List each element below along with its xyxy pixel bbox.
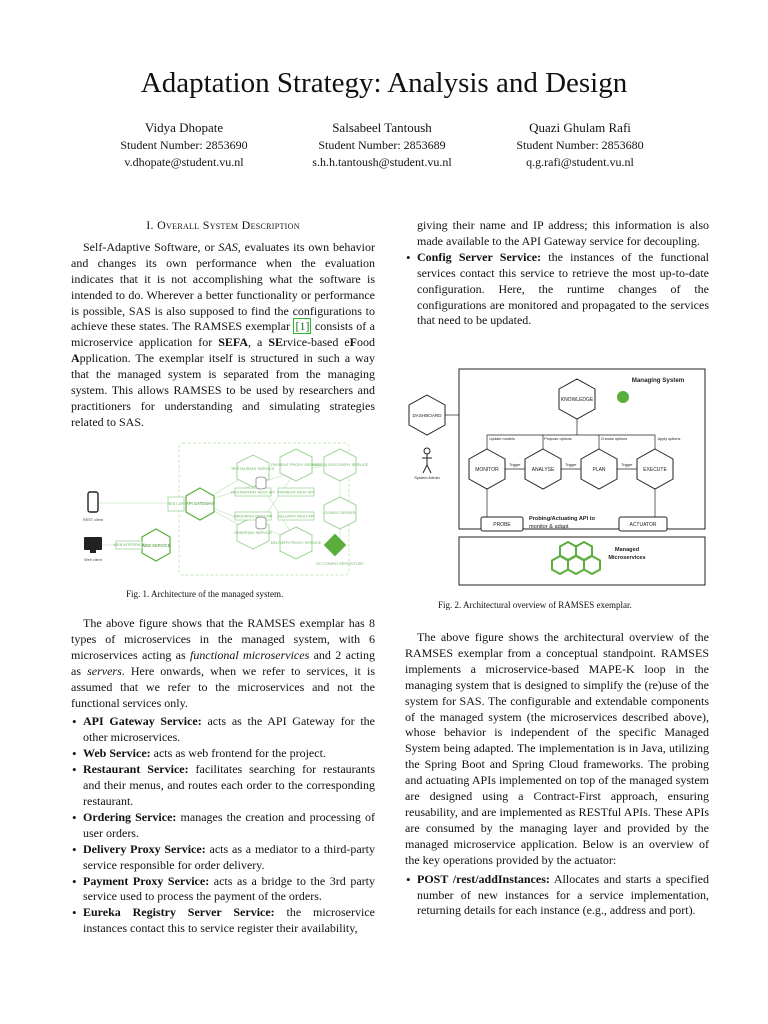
system-admin-label: System Admin xyxy=(414,475,440,480)
payment-proxy-label: PAYMENT PROXY SERVICE xyxy=(271,463,321,467)
list-item: • Ordering Service: manages the creation and processing of user orders. xyxy=(83,810,375,842)
microservices-label: Microservices xyxy=(608,555,646,561)
update-models-label: Update models xyxy=(489,437,515,441)
restaurant-api-label: RESTAURANT REST API xyxy=(231,490,275,495)
list-item: • Delivery Proxy Service: acts as a mediator to a third-party service responsible for order delivery. xyxy=(83,842,375,874)
ordering-api-label: ORDERING REST API xyxy=(233,514,273,519)
author-2 xyxy=(272,119,492,171)
author-email: s.h.h.tantoush@student.vu.nl xyxy=(312,155,452,169)
actuator-label: ACTUATOR xyxy=(629,522,657,528)
author-1 xyxy=(74,119,294,171)
microservices-paragraph: The above figure shows that the RAMSES exemplar has 8 types of microservices in the managed system, with 6 microservices acting as functional microservices and 2 acting as servers. Here onwards, when we refer to services, it is assumed that we refer to the microservices and not the functional services only. xyxy=(71,616,375,710)
dashboard-label: DASHBOARD xyxy=(412,413,442,418)
execute-label: EXECUTE xyxy=(643,467,667,473)
eureka-label: EUREKA DISCOVERY SERVICE xyxy=(311,463,369,467)
author-email: q.g.rafi@student.vu.nl xyxy=(526,155,634,169)
gateway-api-label: REST API xyxy=(167,502,185,506)
author-name: Quazi Ghulam Rafi xyxy=(529,120,631,135)
ordering-service-label: ORDERING SERVICE xyxy=(233,531,273,535)
ramses-overview-paragraph: The above figure shows the architectural overview of the RAMSES exemplar from a conceptual standpoint. RAMSES implements a microservice-based MAPE-K loop in the managing system that is designed to simplify the (re)use of the system for SAS. The configurable and extendable components of the managed system (the microservices described above), whose behavior is independent of the specific Managed System being adapted. The implementation is in Java, utilizing the Spring Boot and Spring Cloud frameworks. The probing and actuating APIs implemented on top of the managed system are designed using a Contract-First approach, ensuring reusability, and are implemented as RESTful APIs. These APIs are consumed by the managing layer and provided by the managed microservice application. Below is an overview of the key operations provided by the actuator: xyxy=(405,630,709,867)
delivery-proxy-label: DELIVERY PROXY SERVICE xyxy=(270,541,322,545)
monitor-label: MONITOR xyxy=(475,467,499,473)
plan-label: PLAN xyxy=(592,467,606,473)
config-server-label: CONFIG SERVER xyxy=(324,511,356,515)
managing-system-label: Managing System xyxy=(631,377,685,384)
author-name: Vidya Dhopate xyxy=(144,120,224,135)
figure-1-managed-architecture xyxy=(78,441,373,579)
author-student-number: Student Number: 2853690 xyxy=(120,138,248,152)
author-name: Salsabeel Tantoush xyxy=(332,120,432,135)
api-label-line1: Probing/Actuating API to xyxy=(529,516,595,522)
author-student-number: Student Number: 2853689 xyxy=(318,138,446,152)
list-item: • Payment Proxy Service: acts as a bridge to the 3rd party service used to process the payment of the orders. xyxy=(83,874,375,906)
figure-1-caption: Fig. 1. Architecture of the managed system. xyxy=(126,589,284,599)
operations-list xyxy=(405,872,709,920)
paper-title: Adaptation Strategy: Analysis and Design xyxy=(140,67,628,99)
rest-client-label: REST client xyxy=(83,518,103,522)
managed-label: Managed xyxy=(614,547,640,553)
git-repo-label: GIT CONFIG REPOSITORY xyxy=(316,562,364,566)
restaurant-service-label: RESTAURANT SERVICE xyxy=(231,467,275,471)
eureka-continuation: giving their name and IP address; this information is also made available to the API Gateway service for decoupling. xyxy=(417,218,709,248)
web-client-label: Web client xyxy=(84,558,102,562)
api-label-line2: monitor & adapt xyxy=(529,524,569,530)
list-item: • POST /rest/addInstances: Allocates and starts a specified number of new instances for a service implementation, returning details for each instance (e.g., address and port). xyxy=(417,872,709,920)
left-column-lower xyxy=(71,616,375,937)
list-item: • Restaurant Service: facilitates searching for restaurants and their menus, and routes each order to the corresponding restaurant. xyxy=(83,762,375,810)
author-3 xyxy=(470,119,690,171)
citation-link[interactable]: [1] xyxy=(295,319,310,334)
list-item: • Web Service: acts as web frontend for the project. xyxy=(83,746,375,762)
list-item: • Eureka Registry Server Service: the microservice instances contact this to service register their availability, xyxy=(83,905,375,937)
author-student-number: Student Number: 2853680 xyxy=(516,138,644,152)
trigger-label: Trigger xyxy=(509,463,521,467)
config-list xyxy=(405,250,709,330)
propose-options-label: Propose options xyxy=(544,437,572,441)
web-service-label: WEB SERVICE xyxy=(141,543,171,548)
payment-api-label: PAYMENT REST API xyxy=(278,490,314,495)
delivery-api-label: DELIVERY REST API xyxy=(277,514,315,519)
web-interface-label: WEB INTERFACE xyxy=(113,543,145,547)
apply-options-label: Apply options xyxy=(657,437,681,441)
right-column xyxy=(405,218,709,329)
choose-options-label: Choose options xyxy=(600,437,628,441)
figure-2-caption: Fig. 2. Architectural overview of RAMSES exemplar. xyxy=(438,600,632,610)
trigger-label: Trigger xyxy=(621,463,633,467)
probe-label: PROBE xyxy=(493,522,511,528)
analyse-label: ANALYSE xyxy=(531,467,555,473)
services-list xyxy=(71,714,375,937)
intro-paragraph: Self-Adaptive Software, or SAS, evaluates its own behavior and changes its own performance when the evaluation indicates that it is not accomplishing what the software is intended to do. Wherever a better functionality or performance is possible, SAS is also supposed to find the configurations to achieve these states. The RAMSES exemplar [1] consists of a microservice application for SEFA, a SErvice-based eFood Application. The exemplar itself is structured in such a way that the managed system is separated from the managing system. This allows RAMSES to be used by researchers and practitioners for understanding and simulating strategies related to SAS. xyxy=(71,239,376,429)
author-email: v.dhopate@student.vu.nl xyxy=(124,155,244,169)
figure-2-ramses-overview xyxy=(405,365,708,587)
knowledge-label: KNOWLEDGE xyxy=(560,397,594,403)
list-item: • API Gateway Service: acts as the API Gateway for the other microservices. xyxy=(83,714,375,746)
section-heading: I. Overall System Description xyxy=(146,218,300,232)
left-column xyxy=(71,218,375,431)
list-item: • Config Server Service: the instances of the functional services contact this service to retrieve the most up-to-date configuration. Here, the runtime changes of the configurations are monitored and propagated to the services that need to be updated. xyxy=(417,250,709,330)
right-column-lower xyxy=(405,630,709,919)
api-gateway-label: API GATEWAY xyxy=(185,501,215,506)
trigger-label: Trigger xyxy=(565,463,577,467)
